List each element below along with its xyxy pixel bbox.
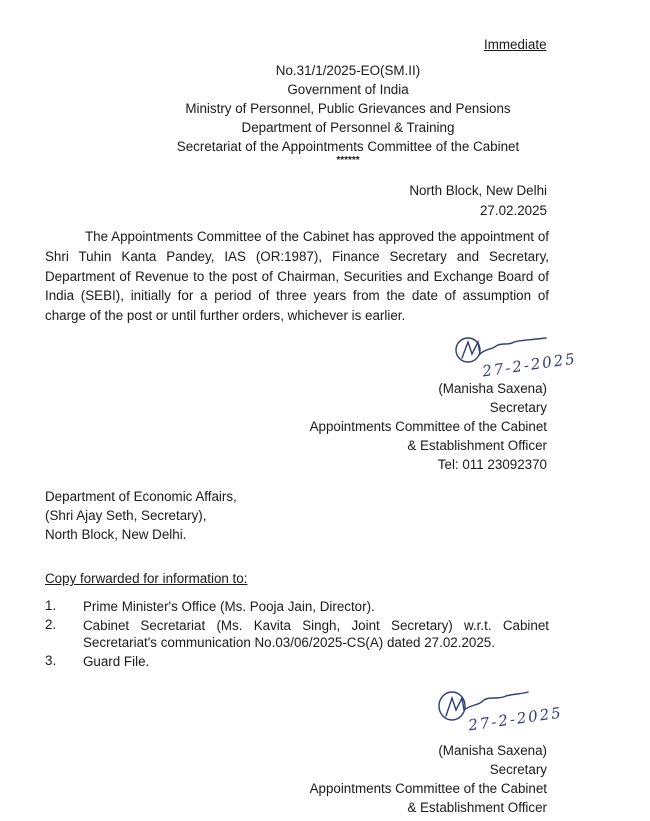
signature-2-name: (Manisha Saxena) (438, 743, 547, 758)
copy-item-text: Cabinet Secretariat (Ms. Kavita Singh, Joint Secretary) w.r.t. Cabinet Secretariat's communication No.03/06/2025-CS(A) dated 27.02.2025. (83, 618, 549, 650)
department-line: Department of Personnel & Training (241, 120, 455, 135)
copy-item-number: 1. (45, 598, 57, 613)
signature-2-designation: Secretary (489, 762, 547, 777)
signature-1-tel: Tel: 011 23092370 (437, 457, 547, 472)
signature-2-date: 27-2-2025 (467, 703, 564, 735)
signature-1-date: 27-2-2025 (481, 349, 578, 381)
signature-1-name: (Manisha Saxena) (438, 381, 547, 396)
priority-label: Immediate (484, 37, 547, 52)
copy-item-text: Prime Minister's Office (Ms. Pooja Jain, Director). (83, 599, 375, 614)
addressee-line-1: Department of Economic Affairs, (45, 489, 237, 504)
copy-item-text: Guard File. (83, 654, 150, 669)
body-text: The Appointments Committee of the Cabinet has approved the appointment of Shri Tuhin Kanta Pandey, IAS (OR:1987), Finance Secretary and Secretary, Department of Revenue to the post of Chairman, Securities and Exchange Board of India (SEBI), initially for a period of three years from the date of assumption of charge of the post or until further orders, whichever is earlier. (45, 229, 549, 324)
body-paragraph (45, 227, 549, 326)
copy-item-number: 2. (45, 617, 57, 632)
signature-2-officer: & Establishment Officer (407, 800, 547, 815)
signature-1 (448, 328, 598, 381)
copy-item-number: 3. (45, 653, 57, 668)
signature-1-officer: & Establishment Officer (407, 438, 547, 453)
signature-2 (432, 684, 582, 734)
addressee-line-3: North Block, New Delhi. (45, 527, 187, 542)
place: North Block, New Delhi (409, 183, 547, 198)
separator-stars: ****** (336, 155, 360, 166)
file-number: No.31/1/2025-EO(SM.II) (275, 63, 421, 78)
secretariat-line: Secretariat of the Appointments Committee of the Cabinet (176, 139, 520, 154)
government-line: Government of India (287, 82, 409, 97)
signature-2-committee: Appointments Committee of the Cabinet (309, 781, 547, 796)
letter-date: 27.02.2025 (479, 203, 547, 218)
addressee-line-2: (Shri Ajay Seth, Secretary), (45, 508, 207, 523)
ministry-line: Ministry of Personnel, Public Grievances and Pensions (185, 101, 511, 116)
copy-heading: Copy forwarded for information to: (45, 571, 248, 586)
signature-1-designation: Secretary (489, 400, 547, 415)
signature-1-committee: Appointments Committee of the Cabinet (309, 419, 547, 434)
